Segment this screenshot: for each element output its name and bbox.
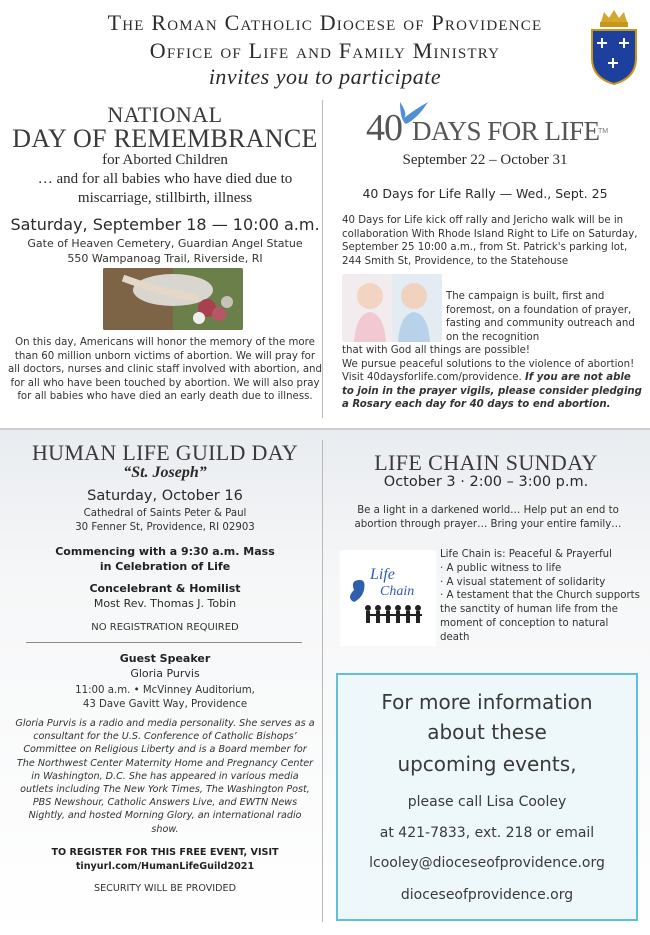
info-line1: For more information (381, 690, 593, 714)
life-chain-logo (340, 550, 436, 646)
forty-days-campaign: The campaign is built, first and foremost, on a foundation of prayer, fasting and community outreach and on the recognition (446, 291, 635, 343)
guild-talk-location (8, 684, 322, 711)
remembrance-subtitle: for Aborted Children (102, 152, 228, 168)
guild-saint: “St. Joseph” (123, 464, 207, 481)
guild-date: Saturday, October 16 (87, 488, 243, 504)
babies-photo (342, 274, 442, 342)
info-line2: about these (427, 720, 547, 744)
life-chain-item-1: · A public witness to life (440, 562, 562, 574)
guild-place-line1: Cathedral of Saints Peter & Paul (83, 508, 247, 519)
flower-photo (103, 268, 243, 330)
remembrance-title-line1: NATIONAL (107, 102, 223, 127)
column-divider-bottom (322, 440, 323, 922)
life-chain-title: LIFE CHAIN SUNDAY (374, 450, 598, 475)
forty-days-dates: September 22 – October 31 (402, 152, 568, 168)
section-divider (0, 428, 650, 430)
forty-days-logo (330, 96, 640, 152)
forty-days-pursue: We pursue peaceful solutions to the violence of abortion! Visit 40daysforlife.com/providence. (342, 358, 635, 384)
life-chain-logo-word1: Life (370, 566, 395, 583)
remembrance-location-line2: 550 Wampanoag Trail, Riverside, RI (67, 252, 263, 265)
info-line5: at 421-7833, ext. 218 or email (379, 825, 595, 841)
remembrance-datetime: Saturday, September 18 — 10:00 a.m. (10, 215, 320, 234)
life-chain-item-3: · A testament that the Church supports the sanctity of human life from the moment of conception to natural death (440, 590, 640, 643)
forty-days-closing (342, 344, 642, 412)
life-chain-list-head: Life Chain is: Peaceful & Prayerful (440, 549, 612, 560)
life-chain-logo-word2: Chain (380, 584, 415, 599)
guild-security: SECURITY WILL BE PROVIDED (94, 883, 236, 894)
guild-mass-line2: in Celebration of Life (99, 560, 231, 573)
diocese-crest-icon (588, 8, 640, 86)
header-office: Office of Life and Family Ministry (149, 38, 501, 63)
life-chain-datetime: October 3 · 2:00 – 3:00 p.m. (383, 474, 589, 490)
life-chain-list (440, 548, 640, 645)
column-divider-top (322, 100, 323, 418)
remembrance-body: On this day, Americans will honor the memory of the more than 60 million unborn victims of abortion. We will pray for all doctors, nurses and clinic staff involved with abortion, and for all who have been touched by abortion. We will also pray for all babies who have died an early death due to illness. (8, 337, 322, 403)
guild-speaker: Gloria Purvis (130, 667, 200, 680)
guild-talk-line2: 43 Dave Gavitt Way, Providence (82, 698, 248, 710)
forty-days-logo-number: 40 (366, 107, 402, 149)
guild-mass (8, 544, 322, 574)
remembrance-location-line1: Gate of Heaven Cemetery, Guardian Angel Statue (27, 237, 303, 250)
guild-title: HUMAN LIFE GUILD DAY (31, 440, 299, 465)
forty-days-logo-tm: TM (598, 128, 609, 135)
forty-days-rally: 40 Days for Life Rally — Wed., Sept. 25 (362, 186, 608, 201)
guild-place (8, 507, 322, 534)
guild-mass-line1: Commencing with a 9:30 a.m. Mass (55, 545, 275, 558)
remembrance-title-line2: DAY OF REMEMBRANCE (12, 124, 318, 153)
header-diocese: The Roman Catholic Diocese of Providence (107, 10, 543, 35)
remembrance-location (8, 236, 322, 266)
forty-days-intro: 40 Days for Life kick off rally and Jericho walk will be in collaboration With Rhode Island Right to Life on Saturday, September 25 10:00 a.m., from St. Patrick's parking lot, 244 Smith St, Providence, to the Statehouse (342, 215, 638, 267)
guild-talk-line1: 11:00 a.m. • McVinney Auditorium, (75, 685, 255, 696)
remembrance-subtitle2-line-b: miscarriage, stillbirth, illness (77, 190, 253, 206)
guild-speaker-label: Guest Speaker (119, 652, 211, 665)
life-chain-item-2: · A visual statement of solidarity (440, 576, 606, 588)
guild-register-line1: TO REGISTER FOR THIS FREE EVENT, VISIT (51, 847, 279, 858)
guild-celebrant-label: Concelebrant & Homilist (89, 582, 241, 595)
forty-days-campaign-cont: that with God all things are possible! (342, 345, 531, 356)
info-website-link[interactable]: dioceseofprovidence.org (400, 887, 574, 903)
guild-no-registration: NO REGISTRATION REQUIRED (91, 622, 239, 633)
guild-celebrant: Most Rev. Thomas J. Tobin (93, 597, 237, 610)
info-line4: please call Lisa Cooley (407, 794, 567, 810)
guild-register-link[interactable]: tinyurl.com/HumanLifeGuild2021 (75, 861, 255, 872)
remembrance-subtitle2-line-a: … and for all babies who have died due to (37, 171, 293, 187)
info-email-link[interactable]: lcooley@dioceseofprovidence.org (369, 855, 605, 871)
remembrance-subtitle2 (12, 170, 318, 208)
header-invite: invites you to participate (208, 64, 442, 89)
forty-days-logo-text: DAYS FOR LIFE (412, 116, 600, 146)
info-line3: upcoming events, (397, 752, 577, 776)
guild-place-line2: 30 Fenner St, Providence, RI 02903 (75, 521, 255, 533)
life-chain-intro: Be a light in a darkened world… Help put an end to abortion through prayer… Bring your entire family… (354, 505, 622, 530)
forty-days-pledge: If you are not able to join in the prayer vigils, please consider pledging a Rosary each day for 40 days to end abortion. (342, 372, 642, 411)
guild-speaker-bio: Gloria Purvis is a radio and media personality. She serves as a consultant for the U.S. Conference of Catholic Bishops’ Committee on Religious Liberty and is a Board member for The Northwest Center Maternity Home and Pregnancy Center in Washington, D.C. She has appeared in various media outlets including The New York Times, The Washington Post, PBS Newshour, Catholic Answers Live, and EWTN News Nightly, and hosted Morning Glory, an international radio show. (15, 718, 315, 835)
guild-register (8, 846, 322, 874)
guild-divider (26, 642, 302, 643)
